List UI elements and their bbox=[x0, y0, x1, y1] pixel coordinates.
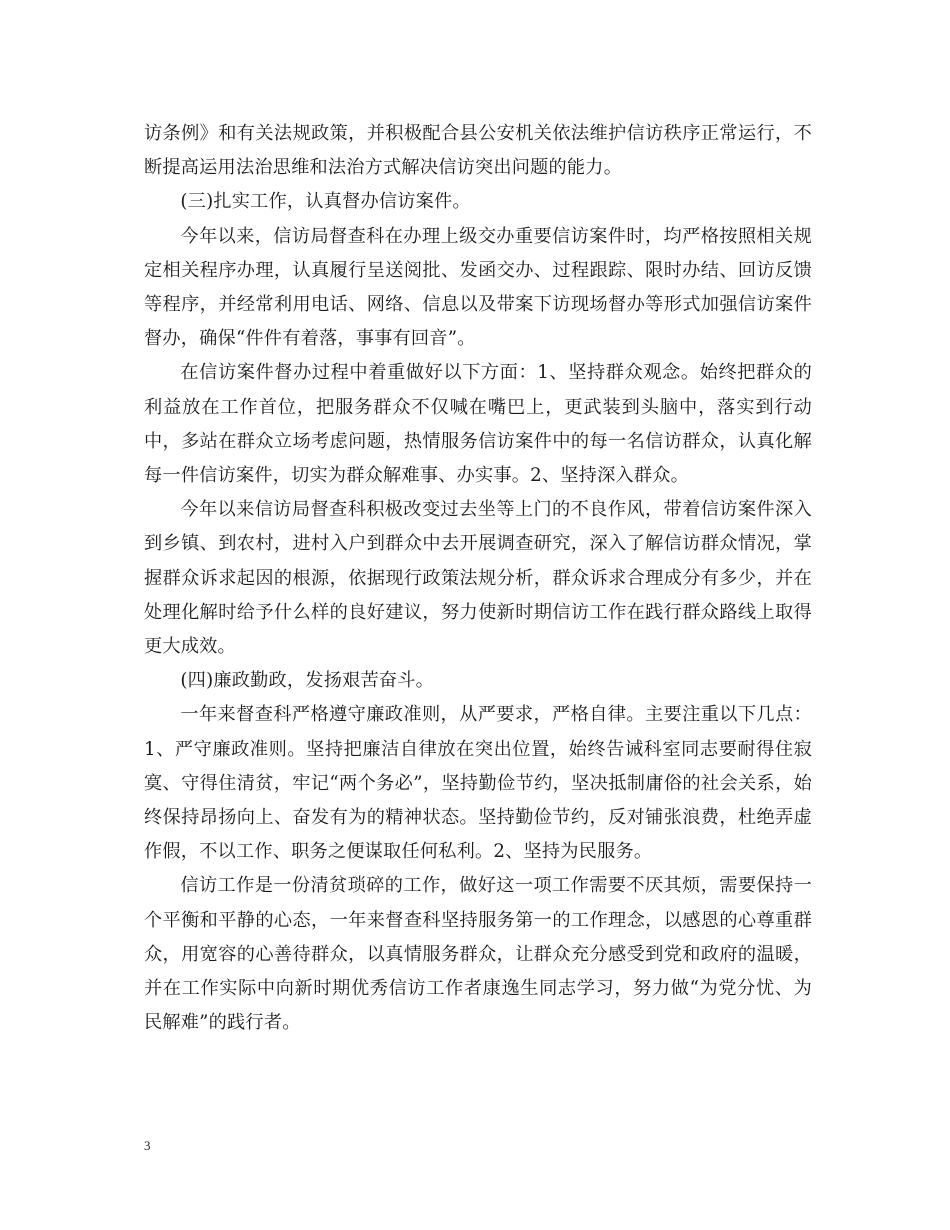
paragraph: 今年以来信访局督查科积极改变过去坐等上门的不良作风，带着信访案件深入到乡镇、到农村，进村入户到群众中去开展调查研究，深入了解信访群众情况，掌握群众诉求起因的根源，依据现行政策法规分析，群众诉求合理成分有多少，并在处理化解时给予什么样的良好建议，努力使新时期信访工作在践行群众路线上取得更大成效。 bbox=[144, 499, 812, 658]
document-body bbox=[144, 117, 812, 1040]
paragraph: 今年以来，信访局督查科在办理上级交办重要信访案件时，均严格按照相关规定相关程序办理，认真履行呈送阅批、发函交办、过程跟踪、限时办结、回访反馈等程序，并经常利用电话、网络、信息以及带案下访现场督办等形式加强信访案件督办，确保“件件有着落，事事有回音”。 bbox=[144, 225, 812, 350]
paragraph: 访条例》和有关法规政策，并积极配合县公安机关依法维护信访秩序正常运行，不断提高运用法治思维和法治方式解决信访突出问题的能力。 bbox=[144, 123, 812, 179]
paragraph: 在信访案件督办过程中着重做好以下方面：1、坚持群众观念。始终把群众的利益放在工作首位，把服务群众不仅喊在嘴巴上，更武装到头脑中，落实到行动中，多站在群众立场考虑问题，热情服务信访案件中的每一名信访群众，认真化解每一件信访案件，切实为群众解难事、办实事。2、坚持深入群众。 bbox=[144, 362, 812, 487]
section-heading: (四)廉政勤政，发扬艰苦奋斗。 bbox=[180, 670, 435, 692]
paragraph: 信访工作是一份清贫琐碎的工作，做好这一项工作需要不厌其烦，需要保持一个平衡和平静的心态，一年来督查科坚持服务第一的工作理念，以感恩的心尊重群众，用宽容的心善待群众，以真情服务群众，让群众充分感受到党和政府的温暖，并在工作实际中向新时期优秀信访工作者康逸生同志学习，努力做“为党分忧、为民解难”的践行者。 bbox=[144, 875, 812, 1034]
paragraph: 一年来督查科严格遵守廉政准则，从严要求，严格自律。主要注重以下几点：1、严守廉政准则。坚持把廉洁自律放在突出位置，始终告诫科室同志要耐得住寂寞、守得住清贫，牢记“两个务必”，坚持勤俭节约，坚决抵制庸俗的社会关系，始终保持昂扬向上、奋发有为的精神状态。坚持勤俭节约，反对铺张浪费，杜绝弄虚作假，不以工作、职务之便谋取任何私利。2、坚持为民服务。 bbox=[144, 704, 812, 863]
section-heading: (三)扎实工作，认真督办信访案件。 bbox=[180, 191, 471, 213]
page-number: 3 bbox=[144, 1138, 151, 1153]
